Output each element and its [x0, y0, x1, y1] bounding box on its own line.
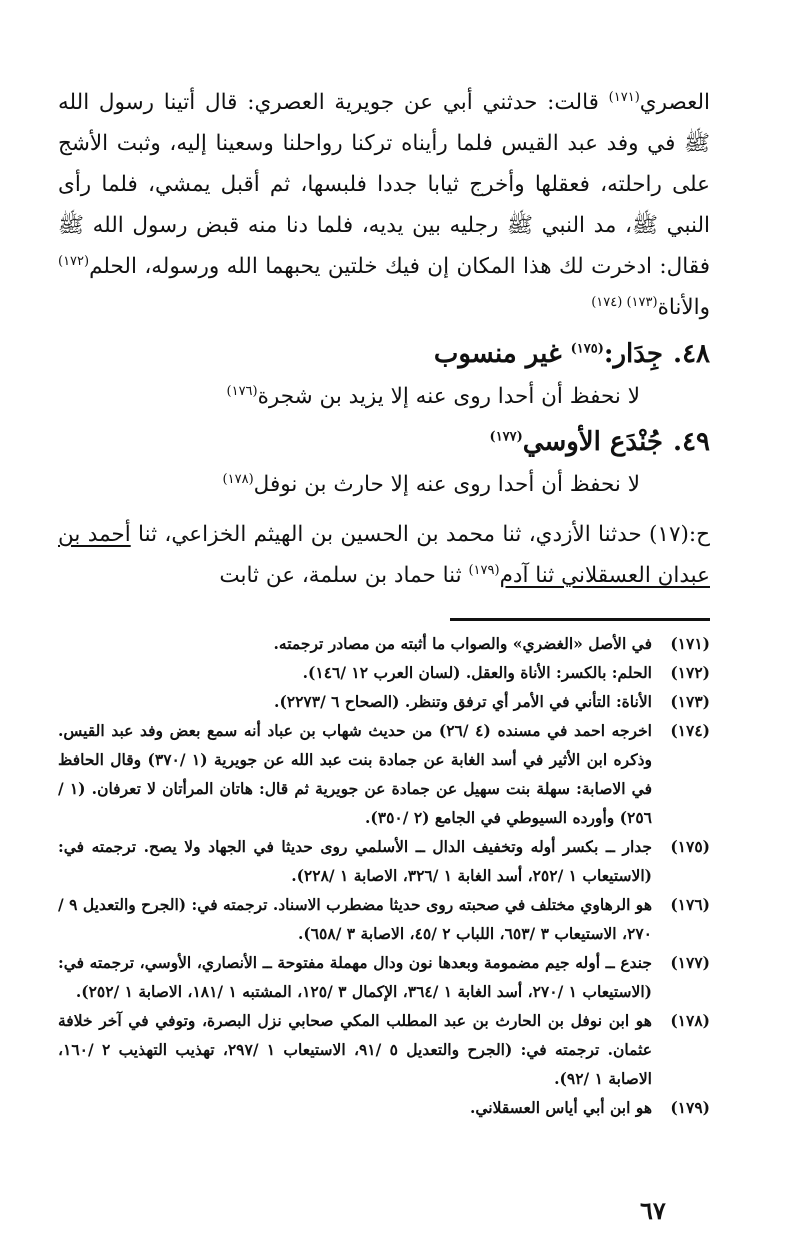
entry-49-text: لا نحفظ أن أحدا روى عنه إلا حارث بن نوفل	[253, 472, 640, 497]
footnote-text: الحلم: بالكسر: الأناة والعقل. (لسان العرب ١٢ /١٤٦).	[302, 663, 652, 682]
footnote-item	[58, 948, 710, 1006]
footnote-number: (١٧٥)	[670, 837, 710, 856]
footnote-number: (١٧٨)	[670, 1011, 710, 1030]
footnote-item	[58, 716, 710, 832]
page-body	[58, 82, 710, 1122]
main-text-1: العصري	[639, 90, 710, 115]
entry-49-title: جُنْدَع الأوسي	[522, 427, 663, 457]
entry-48-heading	[58, 334, 710, 374]
footnote-item	[58, 890, 710, 948]
footnote-text: الأناة: التأني في الأمر أي ترفق وتنظر. (الصحاح ٦ /٢٢٧٣).	[274, 692, 652, 711]
footnote-number: (١٧٣)	[670, 692, 710, 711]
entry-48-title: جِدَار:	[603, 339, 663, 369]
entry-49-body	[58, 466, 640, 504]
footnote-item	[58, 1006, 710, 1093]
footnote-item	[58, 629, 710, 658]
entry-48-subtitle: غير منسوب	[433, 339, 571, 369]
footnote-number: (١٧٧)	[670, 953, 710, 972]
entry-49-number: ٤٩.	[673, 427, 710, 457]
footnote-number: (١٧٤)	[670, 721, 710, 740]
footnote-text: جندع ــ أوله جيم مضمومة وبعدها نون ودال مهملة مفتوحة ــ الأنصاري، الأوسي، ترجمته في: (الاستيعاب ١ /٢٧٠، أسد الغابة ١ /٣٦٤، الإكمال ٣ /١٢٥، المشتبه ١ /١٨١، الاصابة ١ /٢٥٢).	[58, 953, 652, 1001]
hadith-chain-text-1: ح:(١٧) حدثنا الأزدي، ثنا محمد بن الحسين بن الهيثم الخزاعي، ثنا	[130, 522, 711, 547]
footnote-text: جدار ــ بكسر أوله وتخفيف الدال ــ الأسلمي روى حديثا في الجهاد ولا يصح. ترجمته في: (الاستيعاب ١ /٢٥٢، أسد الغابة ١ /٣٢٦، الاصابة ١ /٢٢٨).	[58, 837, 652, 885]
footnote-ref-175: (١٧٥)	[570, 341, 604, 357]
footnote-text: هو ابن نوفل بن الحارث بن عبد المطلب المكي صحابي نزل البصرة، وتوفي في آخر خلافة عثمان. ترجمته في: (الجرح والتعديل ٥ /٩١، الاستيعاب ١ /٢٩٧، تهذيب التهذيب ٢ /١٦٠، الاصابة ١ /٩٢).	[58, 1011, 653, 1088]
footnote-number: (١٧١)	[670, 634, 710, 653]
footnote-item	[58, 1093, 710, 1122]
footnote-item	[58, 832, 710, 890]
footnote-text: هو ابن أبي أياس العسقلاني.	[469, 1098, 652, 1117]
footnote-text: هو الرهاوي مختلف في صحبته روى حديثا مضطرب الاسناد. ترجمته في: (الجرح والتعديل ٩ /٢٧٠، الاستيعاب ٣ /٦٥٣، اللباب ٢ /٤٥، الاصابة ٣ /٦٥٨).	[58, 895, 652, 943]
footnote-ref-177: (١٧٧)	[489, 429, 523, 445]
entry-48-text: لا نحفظ أن أحدا روى عنه إلا يزيد بن شجرة	[257, 384, 640, 409]
hadith-chain-text-2: ثنا حماد بن سلمة، عن ثابت	[219, 563, 469, 588]
footnote-ref-171: (١٧١)	[608, 89, 640, 105]
footnote-ref-173: (١٧٣)	[626, 294, 658, 310]
entry-48-number: ٤٨.	[673, 339, 710, 369]
hadith-chain-underlined: أحمد بن عبدان العسقلاني ثنا آدم	[58, 522, 710, 588]
main-text-3: والأناة	[657, 295, 710, 320]
footnote-text: في الأصل «الغضري» والصواب ما أثبته من مصادر ترجمته.	[273, 634, 652, 653]
footnote-ref-178: (١٧٨)	[222, 471, 254, 487]
page-number: ٦٧	[640, 1196, 666, 1225]
footnote-item	[58, 687, 710, 716]
footnote-text: اخرجه احمد في مسنده (٤ /٢٦) من حديث شهاب بن عباد أنه سمع بعض وفد عبد القيس. وذكره ابن الأثير في أسد الغابة عن جمادة بنت عبد الله عن جويرية (١ /٣٧٠) وقال الحافظ في الاصابة: سهلة بنت سهيل عن جمادة عن جويرية ثم قال: هاتان المرأتان لا تعرفان. (١ /٢٥٦) وأورده السيوطي في الجامع (٢ /٣٥٠).	[58, 721, 653, 827]
footnote-ref-179: (١٧٩)	[468, 562, 500, 578]
main-paragraph	[58, 82, 710, 328]
footnote-ref-174: (١٧٤)	[591, 294, 627, 310]
footnotes-list	[58, 629, 710, 1122]
entry-49-heading	[58, 422, 710, 462]
hadith-chain-paragraph	[58, 514, 710, 596]
footnote-number: (١٧٦)	[670, 895, 710, 914]
footnote-number: (١٧٢)	[670, 663, 710, 682]
main-text-2: قالت: حدثني أبي عن جويرية العصري: قال أتينا رسول الله ﷺ في وفد عبد القيس فلما رأيناه تركنا رواحلنا وسعينا إليه، وثبت الأشج على راحلته، فعقلها وأخرج ثيابا جددا فلبسها، ثم أقبل يمشي، فلما رأى النبي ﷺ، مد النبي ﷺ رجليه بين يديه، فلما دنا منه قبض رسول الله ﷺ فقال: ادخرت لك هذا المكان إن فيك خلتين يحبهما الله ورسوله، الحلم	[58, 90, 710, 279]
footnote-item	[58, 658, 710, 687]
footnote-ref-176: (١٧٦)	[226, 383, 258, 399]
footnote-number: (١٧٩)	[670, 1098, 710, 1117]
entry-48-body	[58, 378, 640, 416]
footnote-divider	[450, 618, 710, 621]
footnote-ref-172: (١٧٢)	[58, 253, 90, 269]
